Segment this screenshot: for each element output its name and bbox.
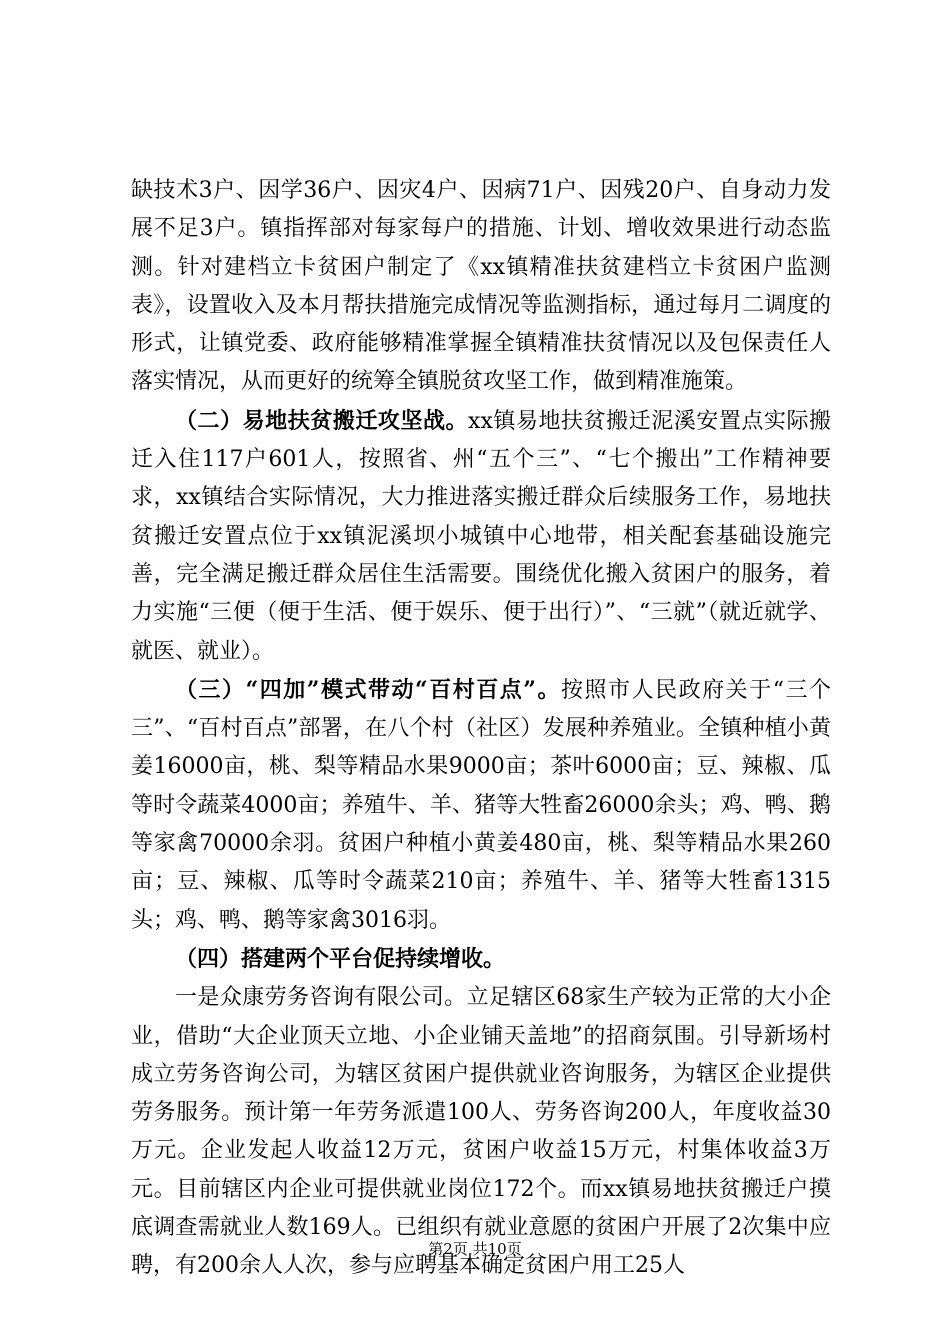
paragraph-3-text: 按照市人民政府关于“三个三”、“百村百点”部署，在八个村（社区）发展种养殖业。全镇种植小黄姜16000亩，桃、梨等精品水果9000亩；茶叶6000亩；豆、辣椒、瓜等时令蔬菜4000亩；养殖牛、羊、猪等大牲畜26000余头；鸡、鸭、鹅等家禽70000余羽。贫困户种植小黄姜480亩，桃、梨等精品水果260亩；豆、辣椒、瓜等时令蔬菜210亩；养殖牛、羊、猪等大牲畜1315头；鸡、鸭、鹅等家禽3016羽。 xyxy=(131,677,832,933)
document-body xyxy=(131,172,831,1286)
paragraph-1-text: 缺技术3户、因学36户、因灾4户、因病71户、因残20户、自身动力发展不足3户。镇指挥部对每家每户的措施、计划、增收效果进行动态监测。针对建档立卡贫困户制定了《xx镇精准扶贫建档立卡贫困户监测表》，设置收入及本月帮扶措施完成情况等监测指标，通过每月二调度的形式，让镇党委、政府能够精准掌握全镇精准扶贫情况以及包保责任人落实情况，从而更好的统筹全镇脱贫攻坚工作，做到精准施策。 xyxy=(131,178,831,395)
paragraph-4 xyxy=(131,940,831,979)
paragraph-2 xyxy=(131,402,831,671)
page-footer xyxy=(0,1238,950,1259)
paragraph-1 xyxy=(131,172,831,402)
section-heading-3: （三）“四加”模式带动“百村百点”。 xyxy=(175,676,562,703)
paragraph-5-text: 一是众康劳务咨询有限公司。立足辖区68家生产较为正常的大小企业，借助“大企业顶天立地、小企业铺天盖地”的招商氛围。引导新场村成立劳务咨询公司，为辖区贫困户提供就业咨询服务，为辖区企业提供劳务服务。预计第一年劳务派遣100人、劳务咨询200人，年度收益30万元。企业发起人收益12万元，贫困户收益15万元，村集体收益3万元。目前辖区内企业可提供就业岗位172个。而xx镇易地扶贫搬迁户摸底调查需就业人数169人。已组织有就业意愿的贫困户开展了2次集中应聘，有200余人人次，参与应聘基本确定贫困户用工25人 xyxy=(131,985,831,1279)
section-heading-4: （四）搭建两个平台促持续增收。 xyxy=(175,945,506,972)
section-heading-2: （二）易地扶贫搬迁攻坚战。 xyxy=(175,407,469,434)
paragraph-3 xyxy=(131,671,831,940)
page-number: 第2页 共10页 xyxy=(428,1240,522,1258)
paragraph-2-text: xx镇易地扶贫搬迁泥溪安置点实际搬迁入住117户601人，按照省、州“五个三”、“七个搬出”工作精神要求，xx镇结合实际情况，大力推进落实搬迁群众后续服务工作，易地扶贫搬迁安置点位于xx镇泥溪坝小城镇中心地带，相关配套基础设施完善，完全满足搬迁群众居住生活需要。围绕优化搬入贫困户的服务，着力实施“三便（便于生活、便于娱乐、便于出行）”、“三就”（就近就学、就医、就业）。 xyxy=(131,408,831,664)
